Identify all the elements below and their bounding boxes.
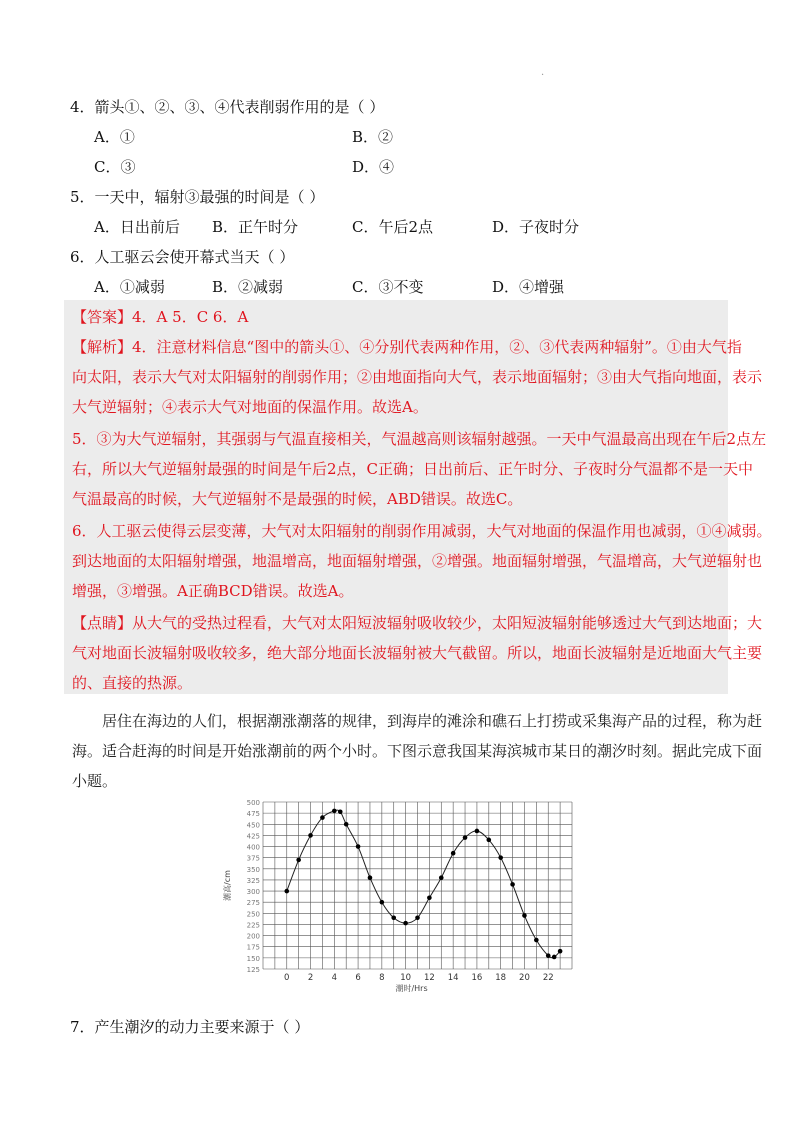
- tide-data-point: [487, 838, 492, 843]
- analysis-line: 大气逆辐射；④表示大气对地面的保温作用。故选A。: [72, 398, 428, 416]
- analysis-line: 到达地面的太阳辐射增强，地温增高，地面辐射增强，②增强。地面辐射增强，气温增高，大气逆辐射也: [72, 552, 763, 570]
- y-tick-label: 200: [246, 932, 260, 941]
- y-tick-label: 450: [246, 821, 260, 830]
- y-tick-label: 275: [246, 899, 260, 908]
- y-tick-label: 500: [246, 799, 260, 807]
- y-tick-label: 175: [246, 943, 260, 952]
- question-4-option-d: D．④: [352, 158, 395, 176]
- tide-data-point: [380, 900, 385, 905]
- tide-chart-svg: [220, 796, 580, 996]
- x-tick-label: 8: [379, 973, 385, 983]
- tide-data-point: [391, 915, 396, 920]
- x-tick-label: 22: [542, 973, 554, 983]
- question-5-stem: 5．一天中，辐射③最强的时间是（ ）: [70, 188, 325, 206]
- question-5-option-c: C．午后2点: [352, 218, 434, 236]
- x-tick-label: 16: [471, 973, 483, 983]
- tip-line: 的、直接的热源。: [72, 674, 193, 692]
- x-tick-label: 12: [423, 973, 435, 983]
- question-4-option-a: A．①: [94, 128, 135, 146]
- page-mark: ·: [541, 70, 545, 81]
- y-tick-label: 400: [246, 843, 260, 852]
- x-tick-label: 18: [495, 973, 507, 983]
- intro-line: 海。适合赶海的时间是开始涨潮前的两个小时。下图示意我国某海滨城市某日的潮汐时刻。据此完成下面: [72, 742, 763, 760]
- tide-data-point: [552, 955, 557, 960]
- question-6-option-b: B．②减弱: [212, 278, 284, 296]
- tide-data-point: [451, 851, 456, 856]
- y-tick-label: 375: [246, 854, 260, 863]
- analysis-line: 气温最高的时候，大气逆辐射不是最强的时候，ABD错误。故选C。: [72, 490, 523, 508]
- tip-line: 【点睛】从大气的受热过程看，大气对太阳短波辐射吸收较少，太阳短波辐射能够透过大气到达地面；大: [72, 614, 763, 632]
- x-tick-label: 2: [307, 973, 314, 983]
- tide-data-point: [332, 809, 337, 814]
- tide-data-point: [338, 809, 343, 814]
- x-tick-label: 10: [400, 973, 412, 983]
- analysis-line: 增强，③增强。A正确BCD错误。故选A。: [72, 582, 354, 600]
- x-axis-label: 潮时/Hrs: [395, 984, 428, 993]
- tip-line: 气对地面长波辐射吸收较多，绝大部分地面长波辐射被大气截留。所以，地面长波辐射是近地面大气主要: [72, 644, 763, 662]
- analysis-line: 5．③为大气逆辐射，其强弱与气温直接相关，气温越高则该辐射越强。一天中气温最高出现在午后2点左: [72, 430, 767, 448]
- tide-data-point: [403, 921, 408, 926]
- tide-chart: [220, 796, 580, 996]
- analysis-line: 6．人工驱云使得云层变薄，大气对太阳辐射的削弱作用减弱，大气对地面的保温作用也减弱，①④减弱。: [72, 522, 772, 540]
- question-4-option-b: B．②: [352, 128, 394, 146]
- answer-line: 【答案】4．A 5．C 6．A: [72, 308, 249, 326]
- question-6-option-d: D．④增强: [492, 278, 565, 296]
- tide-data-point: [344, 822, 349, 827]
- x-tick-label: 4: [331, 973, 338, 983]
- question-6-option-c: C．③不变: [352, 278, 424, 296]
- question-5-option-b: B．正午时分: [212, 218, 299, 236]
- y-tick-label: 125: [246, 966, 260, 974]
- y-tick-label: 325: [246, 876, 260, 885]
- y-tick-label: 300: [246, 888, 260, 897]
- question-5-option-a: A．日出前后: [94, 218, 180, 236]
- y-tick-label: 350: [246, 865, 260, 874]
- y-tick-label: 475: [246, 810, 260, 819]
- x-tick-label: 20: [519, 973, 530, 983]
- tide-data-point: [320, 815, 325, 820]
- tide-data-point: [415, 915, 420, 920]
- y-tick-label: 150: [246, 954, 260, 963]
- analysis-line: 【解析】4．注意材料信息“图中的箭头①、④分别代表两种作用，②、③代表两种辐射”。①由大气指: [72, 338, 742, 356]
- tide-data-point: [546, 953, 551, 958]
- analysis-line: 向太阳，表示大气对太阳辐射的削弱作用；②由地面指向大气，表示地面辐射；③由大气指向地面，表示: [72, 368, 763, 386]
- question-4-stem: 4．箭头①、②、③、④代表削弱作用的是（ ）: [70, 98, 385, 116]
- tide-data-point: [498, 855, 503, 860]
- tide-data-point: [534, 938, 539, 943]
- tide-data-point: [522, 913, 527, 918]
- y-tick-label: 225: [246, 921, 260, 930]
- tide-data-point: [475, 829, 480, 834]
- tide-data-point: [439, 875, 444, 880]
- y-tick-label: 425: [246, 832, 260, 841]
- analysis-line: 右，所以大气逆辐射最强的时间是午后2点，C正确；日出前后、正午时分、子夜时分气温都不是一天中: [72, 460, 754, 478]
- tide-data-point: [427, 895, 432, 900]
- tide-data-point: [463, 835, 468, 840]
- y-axis-label: 潮高/cm: [223, 870, 232, 901]
- tide-data-point: [558, 949, 563, 954]
- tide-data-point: [368, 875, 373, 880]
- tide-data-point: [296, 858, 301, 863]
- question-4-option-c: C．③: [94, 158, 136, 176]
- question-6-stem: 6．人工驱云会使开幕式当天（ ）: [70, 248, 295, 266]
- intro-line: 居住在海边的人们，根据潮涨潮落的规律，到海岸的滩涂和礁石上打捞或采集海产品的过程，称为赶: [72, 712, 763, 730]
- question-7-stem: 7．产生潮汐的动力主要来源于（ ）: [70, 1018, 310, 1036]
- tide-data-point: [308, 833, 313, 838]
- tide-data-point: [356, 844, 361, 849]
- tide-data-point: [510, 882, 515, 887]
- x-tick-label: 0: [284, 973, 290, 983]
- question-5-option-d: D．子夜时分: [492, 218, 580, 236]
- x-tick-label: 14: [447, 973, 459, 983]
- tide-data-point: [284, 889, 289, 894]
- question-6-option-a: A．①减弱: [94, 278, 165, 296]
- intro-line: 小题。: [72, 772, 118, 790]
- y-tick-label: 250: [246, 910, 260, 919]
- x-tick-label: 6: [355, 973, 361, 983]
